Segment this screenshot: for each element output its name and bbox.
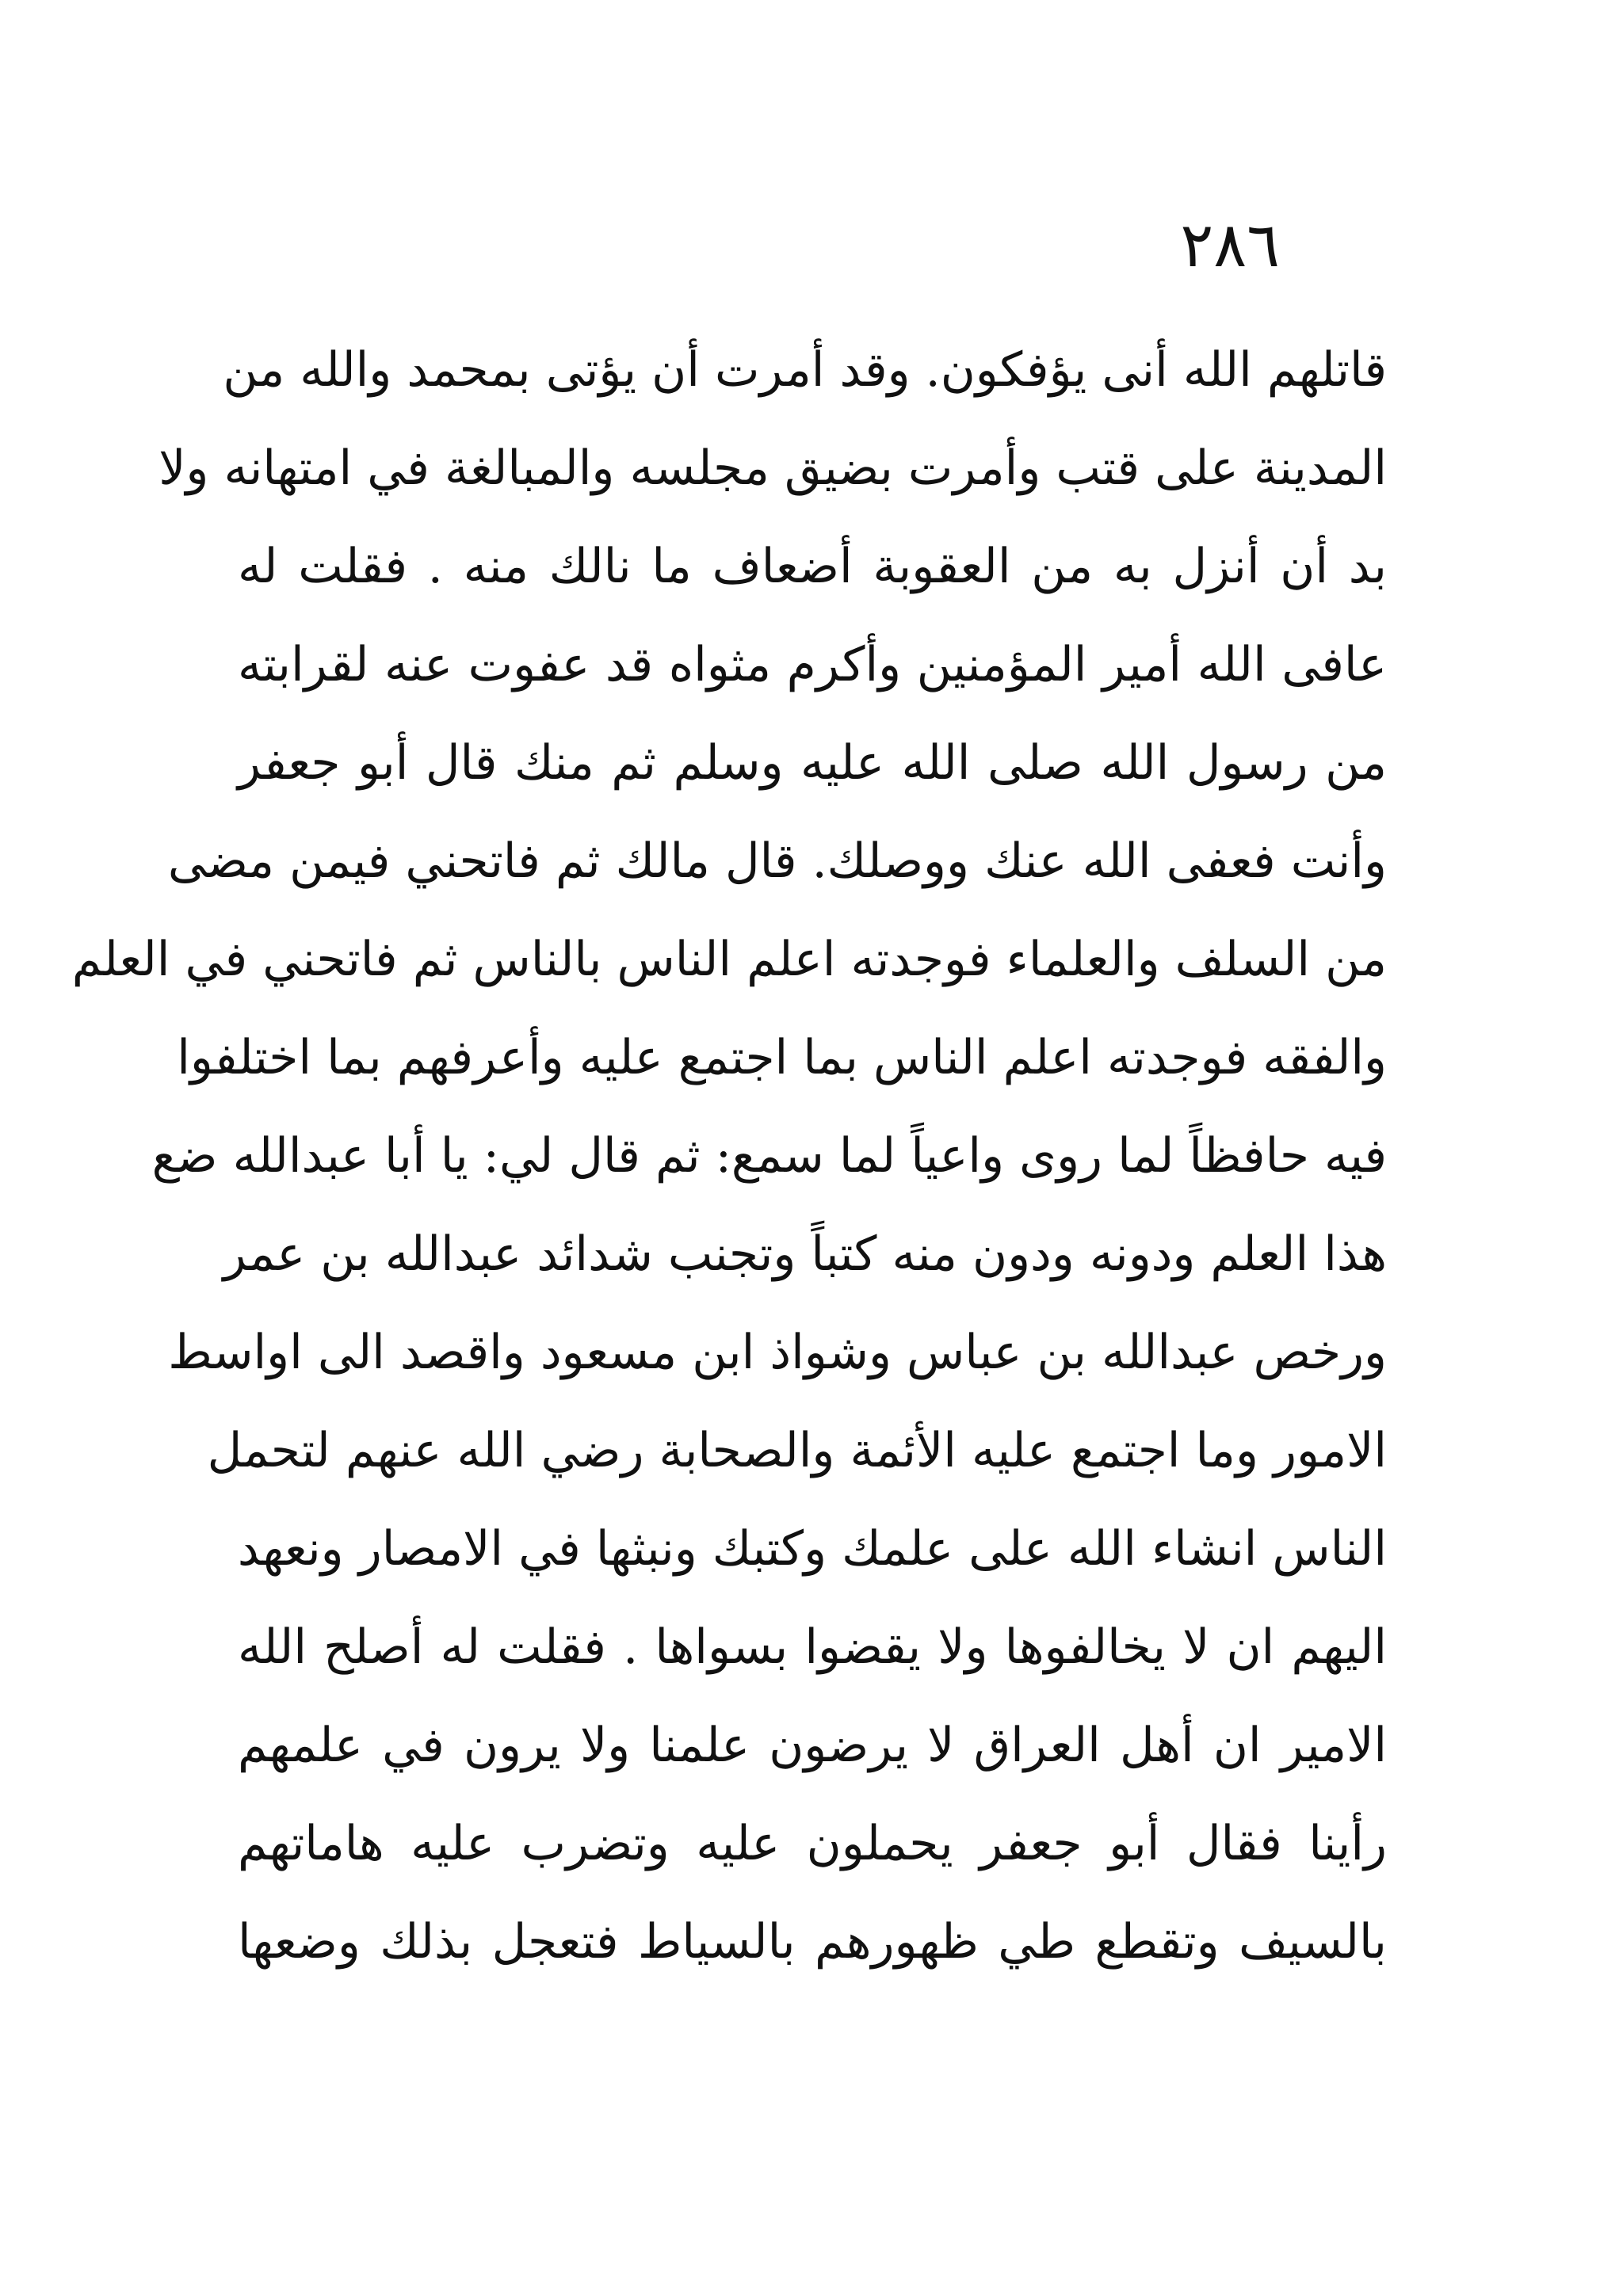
text-line: بد أن أنزل به من العقوبة أضعاف ما نالك منه . فقلت له [238,539,1387,594]
text-line: من السلف والعلماء فوجدته اعلم الناس بالناس ثم فاتحني في العلم [71,932,1387,987]
text-line: هذا العلم ودونه ودون منه كتباً وتجنب شدائد عبدالله بن عمر [223,1226,1387,1282]
text-line: فيه حافظاً لما روى واعياً لما سمع: ثم قال لي: يا أبا عبدالله ضع [151,1128,1387,1184]
text-line: الامور وما اجتمع عليه الأئمة والصحابة رضي الله عنهم لتحمل [207,1423,1387,1478]
body-text [71,321,1388,2096]
text-line: الناس انشاء الله على علمك وكتبك ونبثها في الامصار ونعهد [237,1521,1387,1577]
text-line: بالسيف وتقطع طي ظهورهم بالسياط فتعجل بذلك وضعها [238,1914,1387,1970]
text-line: والفقه فوجدته اعلم الناس بما اجتمع عليه وأعرفهم بما اختلفوا [177,1030,1387,1085]
text-line: وأنت فعفى الله عنك ووصلك. قال مالك ثم فاتحني فيمن مضى [167,833,1387,889]
text-line: المدينة على قتب وأمرت بضيق مجلسه والمبالغة في امتهانه ولا [158,441,1387,496]
text-line: من رسول الله صلى الله عليه وسلم ثم منك قال أبو جعفر [238,735,1387,791]
page-number: ٢٨٦ [1180,210,1280,281]
text-line: عافى الله أمير المؤمنين وأكرم مثواه قد عفوت عنه لقرابته [238,637,1388,692]
text-line: قاتلهم الله أنى يؤفكون. وقد أمرت أن يؤتى بمحمد والله من [223,342,1387,398]
text-line: اليهم ان لا يخالفوها ولا يقضوا بسواها . فقلت له أصلح الله [238,1619,1387,1675]
text-line: ورخص عبدالله بن عباس وشواذ ابن مسعود واقصد الى اواسط [168,1325,1387,1380]
text-line: الامير ان أهل العراق لا يرضون علمنا ولا يرون في علمهم [238,1718,1387,1773]
text-line: رأينا فقال أبو جعفر يحملون عليه وتضرب عليه هاماتهم [238,1816,1387,1871]
